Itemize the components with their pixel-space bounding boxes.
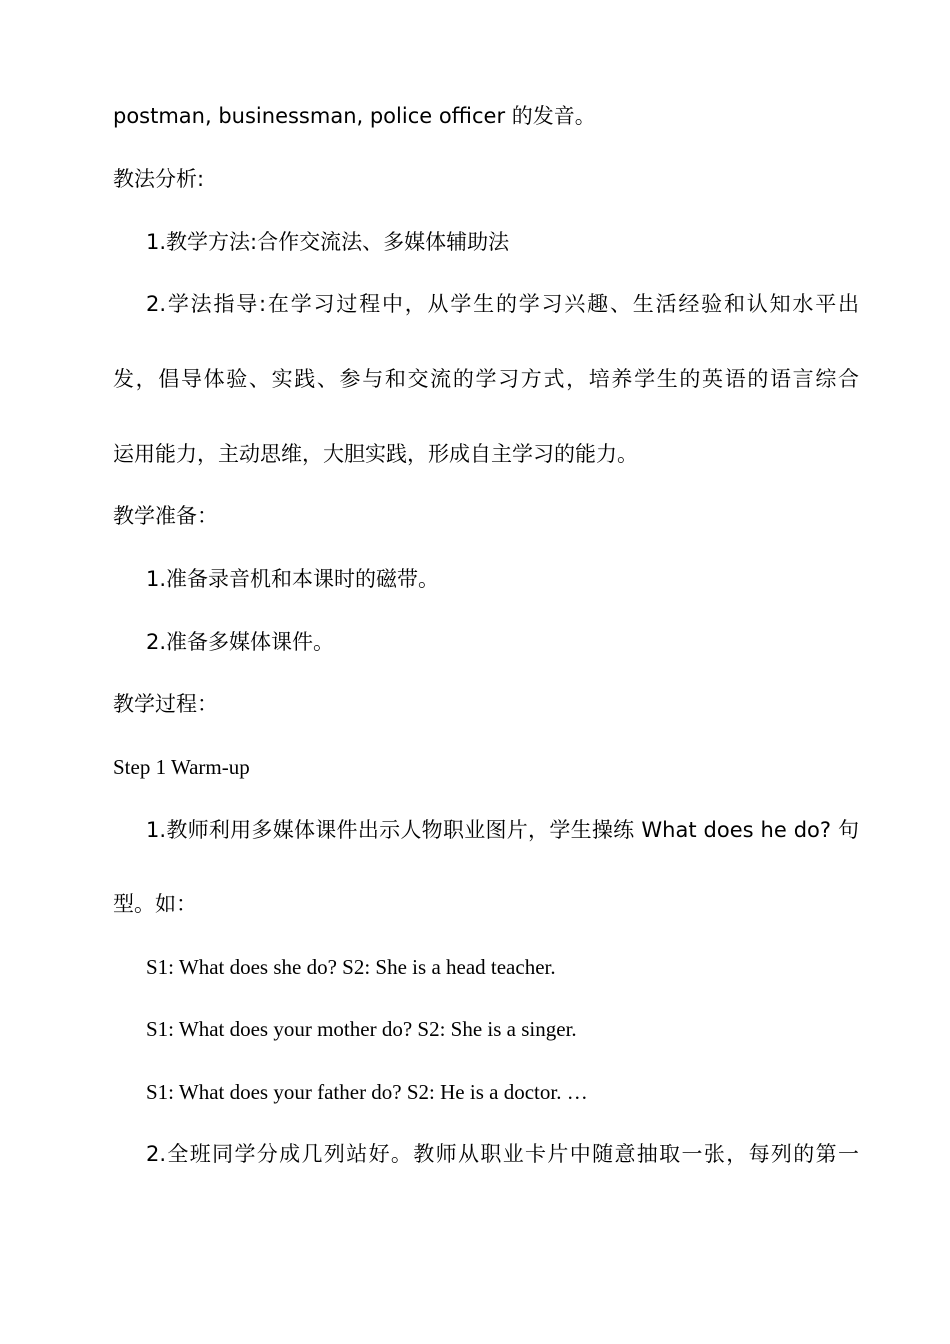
step-heading-warm-up: Step 1 Warm-up [113, 755, 250, 779]
text-line-learning-guidance-continued: 发，倡导体验、实践、参与和交流的学习方式，培养学生的英语的语言综合 [113, 367, 859, 391]
text-line-prep-courseware: 2.准备多媒体课件。 [146, 630, 335, 654]
dialogue-line-head-teacher: S1: What does she do? S2: She is a head teacher. [146, 955, 556, 979]
dialogue-line-singer: S1: What does your mother do? S2: She is a singer. [146, 1017, 577, 1041]
text-line-prep-recorder: 1.准备录音机和本课时的磁带。 [146, 567, 440, 591]
text-line-teaching-methods: 1.教学方法:合作交流法、多媒体辅助法 [146, 230, 510, 254]
text-line-learning-guidance: 2.学法指导:在学习过程中，从学生的学习兴趣、生活经验和认知水平出 [146, 292, 859, 316]
text-line-warmup-activity-one: 1.教师利用多媒体课件出示人物职业图片，学生操练 What does he do? 句 [146, 818, 859, 842]
dialogue-line-doctor: S1: What does your father do? S2: He is a doctor. … [146, 1080, 588, 1104]
heading-teaching-preparation: 教学准备： [113, 504, 218, 528]
text-line-warmup-activity-two: 2.全班同学分成几列站好。教师从职业卡片中随意抽取一张，每列的第一 [146, 1142, 859, 1166]
text-line-pronunciation: postman, businessman, police officer 的发音。 [113, 104, 596, 128]
text-line-learning-guidance-end: 运用能力，主动思维，大胆实践，形成自主学习的能力。 [113, 442, 638, 466]
text-line-sentence-pattern-example: 型。如： [113, 892, 197, 916]
heading-teaching-process: 教学过程： [113, 692, 218, 716]
heading-teaching-method-analysis: 教法分析: [113, 167, 205, 191]
